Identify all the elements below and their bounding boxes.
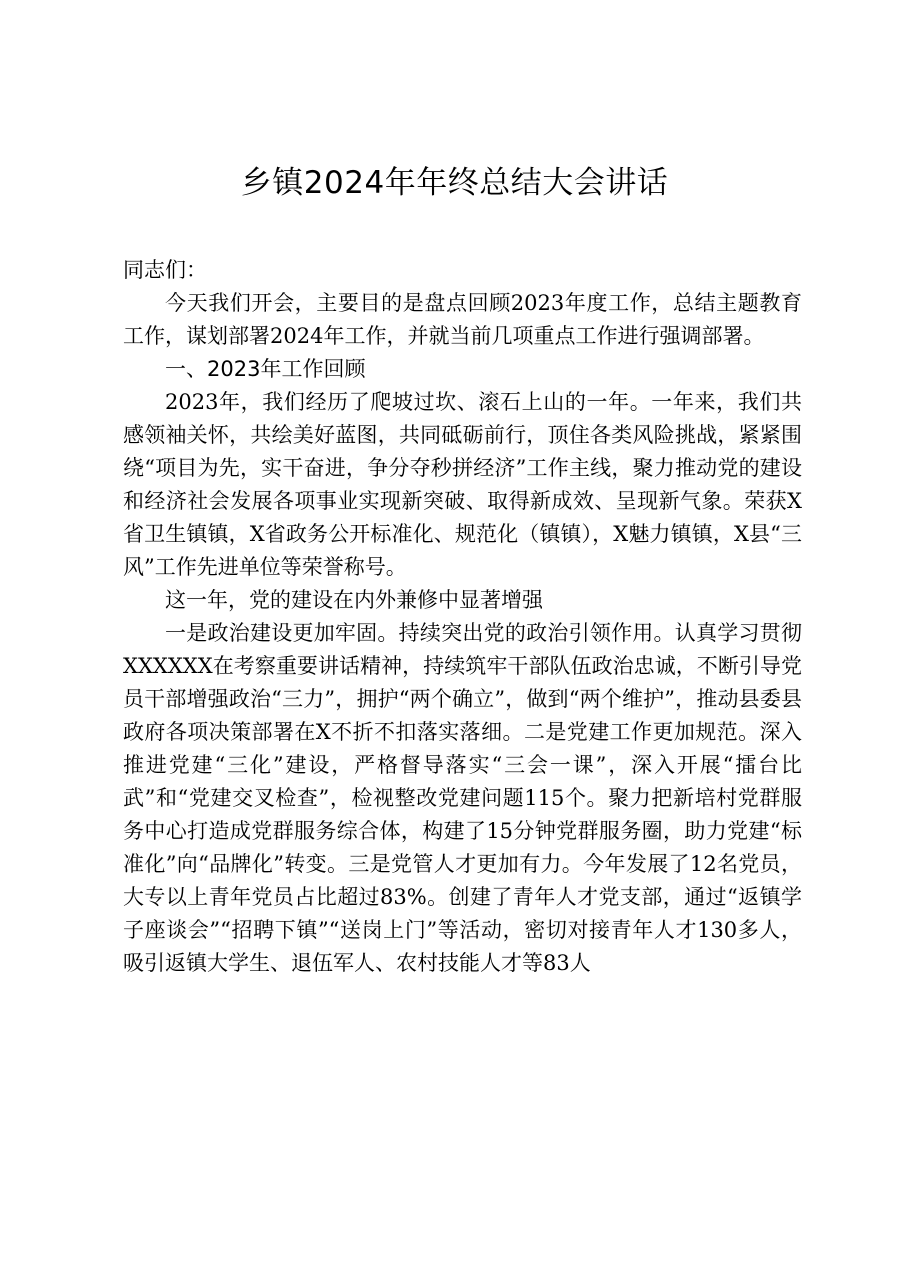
review-paragraph: 2023年，我们经历了爬坡过坎、滚石上山的一年。一年来，我们共感领袖关怀，共绘美好蓝图，共同砥砺前行，顶住各类风险挑战，紧紧围绕“项目为先，实干奋进，争分夺秒拼经济”工作主线，聚力推动党的建设和经济社会发展各项事业实现新突破、取得新成效、呈现新气象。荣获X省卫生镇镇，X省政务公开标准化、规范化（镇镇），X魅力镇镇，X县“三风”工作先进单位等荣誉称号。 — [123, 390, 802, 579]
salutation: 同志们： — [123, 258, 207, 282]
section-heading: 一、2023年工作回顾 — [165, 357, 366, 381]
party-building-paragraph: 这一年，党的建设在内外兼修中显著增强 — [165, 588, 543, 612]
document-body — [123, 254, 802, 980]
document-title: 乡镇2024年年终总结大会讲话 — [240, 165, 669, 201]
political-construction-paragraph: 一是政治建设更加牢固。持续突出党的政治引领作用。认真学习贯彻XXXXXX在考察重要讲话精神，持续筑牢干部队伍政治忠诚，不断引导党员干部增强政治“三力”，拥护“两个确立”，做到“两个维护”，推动县委县政府各项决策部署在X不折不扣落实落细。二是党建工作更加规范。深入推进党建“三化”建设，严格督导落实“三会一课”，深入开展“擂台比武”和“党建交叉检查”，检视整改党建问题115个。聚力把新培村党群服务中心打造成党群服务综合体，构建了15分钟党群服务圈，助力党建“标准化”向“品牌化”转变。三是党管人才更加有力。今年发展了12名党员，大专以上青年党员占比超过83%。创建了青年人才党支部，通过“返镇学子座谈会”“招聘下镇”“送岗上门”等活动，密切对接青年人才130多人，吸引返镇大学生、退伍军人、农村技能人才等83人 — [123, 621, 802, 975]
intro-paragraph: 今天我们开会，主要目的是盘点回顾2023年度工作，总结主题教育工作，谋划部署2024年工作，并就当前几项重点工作进行强调部署。 — [123, 291, 802, 348]
